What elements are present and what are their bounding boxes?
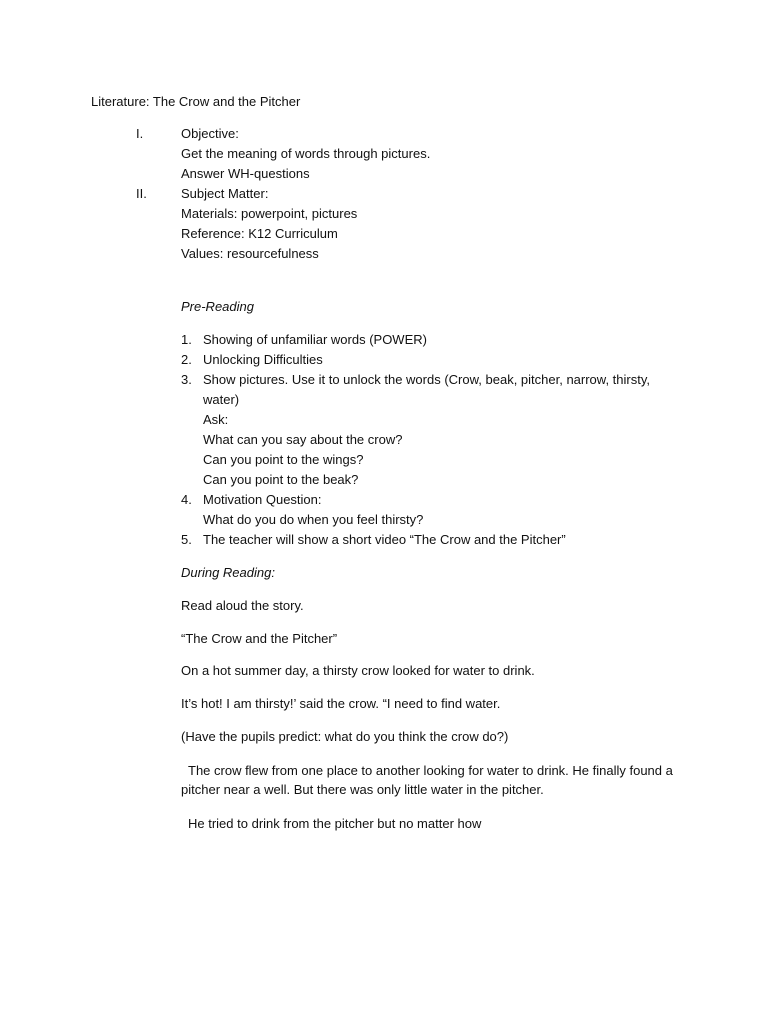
document-title: Literature: The Crow and the Pitcher [91, 94, 301, 109]
list-item-continuation: What can you say about the crow? [203, 432, 403, 447]
list-item: Unlocking Difficulties [203, 352, 323, 367]
story-paragraph: The crow flew from one place to another looking for water to drink. He finally found a [188, 763, 673, 778]
story-paragraph: It’s hot! I am thirsty!’ said the crow. “I need to find water. [181, 696, 501, 711]
list-item-continuation: water) [203, 392, 240, 407]
list-item-continuation: Can you point to the beak? [203, 472, 359, 487]
list-item: Showing of unfamiliar words (POWER) [203, 332, 427, 347]
list-item: Show pictures. Use it to unlock the words (Crow, beak, pitcher, narrow, thirsty, [203, 372, 651, 387]
section-heading-objective: Objective: [181, 126, 239, 141]
list-item-continuation: What do you do when you feel thirsty? [203, 512, 424, 527]
subject-matter-line: Materials: powerpoint, pictures [181, 206, 358, 221]
story-paragraph: pitcher near a well. But there was only little water in the pitcher. [181, 782, 544, 797]
story-title: “The Crow and the Pitcher” [181, 631, 338, 646]
list-number: 3. [181, 372, 192, 387]
list-number: 2. [181, 352, 192, 367]
objective-line: Get the meaning of words through pictures. [181, 146, 431, 161]
story-paragraph: (Have the pupils predict: what do you think the crow do?) [181, 729, 509, 744]
section-number: II. [136, 186, 147, 201]
list-item-continuation: Can you point to the wings? [203, 452, 364, 467]
list-number: 1. [181, 332, 192, 347]
pre-reading-heading: Pre-Reading [181, 299, 254, 314]
subject-matter-line: Reference: K12 Curriculum [181, 226, 338, 241]
section-number: I. [136, 126, 144, 141]
list-number: 4. [181, 492, 192, 507]
list-number: 5. [181, 532, 192, 547]
story-paragraph: On a hot summer day, a thirsty crow looked for water to drink. [181, 663, 535, 678]
during-reading-heading: During Reading: [181, 565, 275, 580]
list-item: The teacher will show a short video “The Crow and the Pitcher” [203, 532, 566, 547]
list-item-continuation: Ask: [203, 412, 229, 427]
story-paragraph: He tried to drink from the pitcher but no matter how [188, 816, 482, 831]
objective-line: Answer WH-questions [181, 166, 310, 181]
story-paragraph: Read aloud the story. [181, 598, 304, 613]
section-heading-subject-matter: Subject Matter: [181, 186, 269, 201]
list-item: Motivation Question: [203, 492, 322, 507]
subject-matter-line: Values: resourcefulness [181, 246, 319, 261]
